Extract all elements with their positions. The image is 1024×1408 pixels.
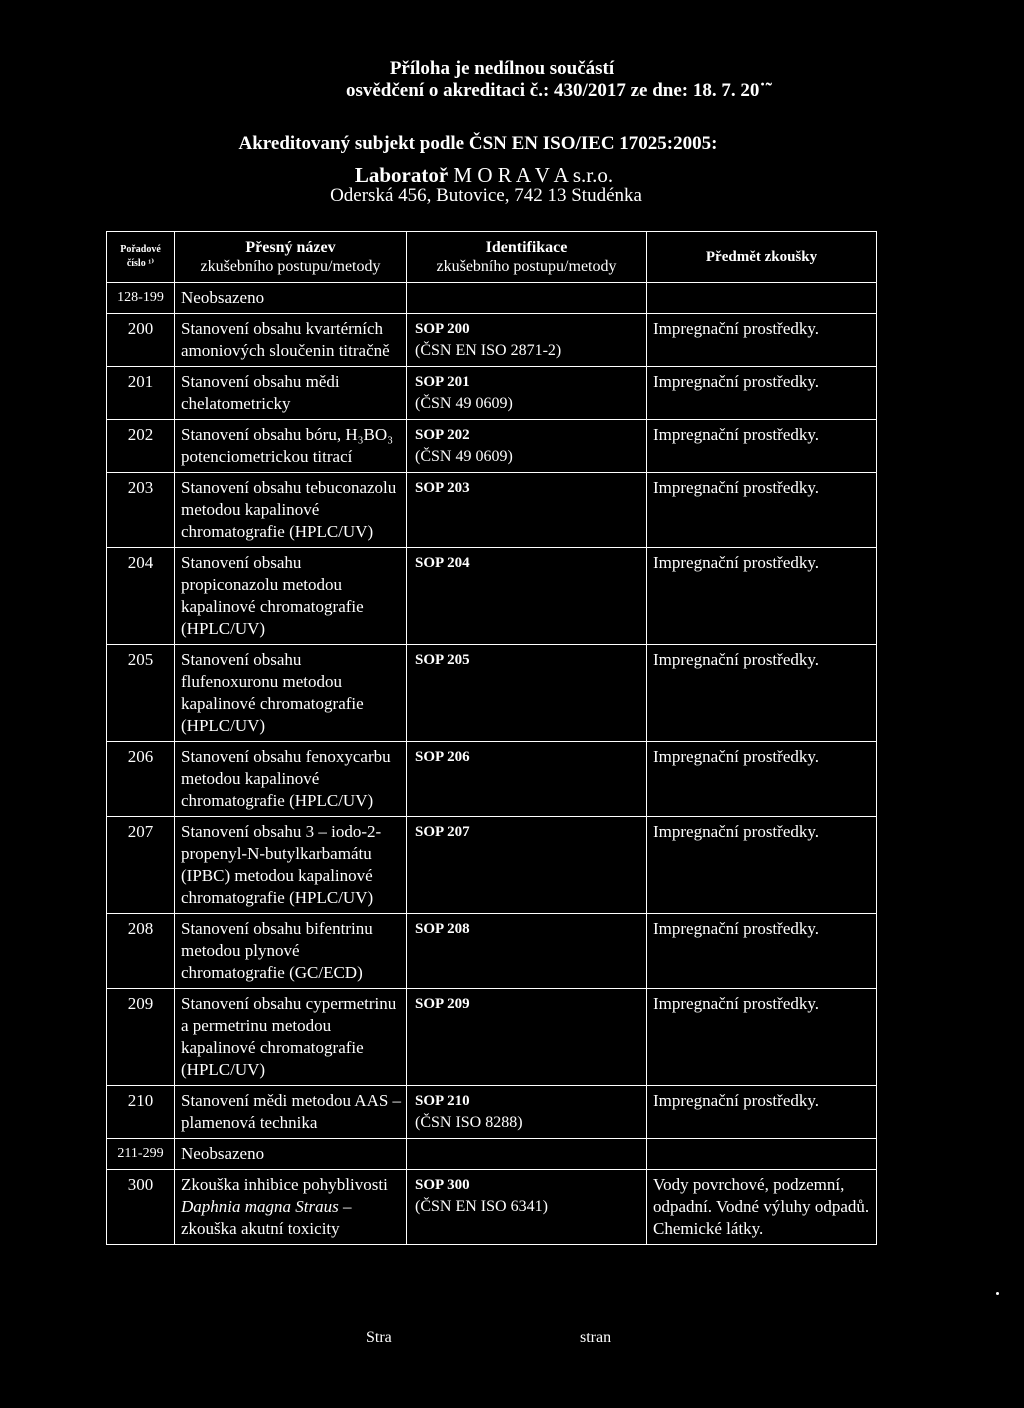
test-subject	[647, 1139, 877, 1170]
footer-page-label: Stra	[366, 1329, 392, 1346]
table-row	[107, 914, 877, 989]
method-identification	[407, 283, 647, 314]
method-name-prefix: Zkouška inhibice pohyblivosti	[181, 1175, 388, 1194]
sop-code: SOP 204	[415, 555, 470, 571]
test-subject: Impregnační prostředky.	[647, 473, 877, 548]
table-row	[107, 1170, 877, 1245]
table-row	[107, 645, 877, 742]
row-number: 209	[107, 989, 175, 1086]
table-body	[107, 283, 877, 1245]
table-row	[107, 367, 877, 420]
method-name: Stanovení obsahu cypermetrinu a permetrinu metodou kapalinové chromatografie (HPLC/UV)	[175, 989, 407, 1086]
row-number: 207	[107, 817, 175, 914]
test-subject: Impregnační prostředky.	[647, 1086, 877, 1139]
method-name: Stanovení obsahu tebuconazolu metodou kapalinové chromatografie (HPLC/UV)	[175, 473, 407, 548]
sop-code: SOP 200	[415, 321, 470, 337]
header-line-3: Akreditovaný subjekt podle ČSN EN ISO/IEC 17025:2005:	[238, 133, 718, 154]
table-row	[107, 314, 877, 367]
standard-reference: (ČSN ISO 8288)	[415, 1114, 523, 1131]
footer-pages-label: stran	[580, 1329, 612, 1346]
row-number: 202	[107, 420, 175, 473]
sop-code: SOP 210	[415, 1093, 470, 1109]
method-identification	[407, 989, 647, 1086]
header-line-2: osvědčení o akreditaci č.: 430/2017 ze dne: 18. 7. 20˙˜	[345, 80, 773, 101]
sop-code: SOP 206	[415, 749, 470, 765]
row-number: 300	[107, 1170, 175, 1245]
table-row	[107, 283, 877, 314]
test-subject: Impregnační prostředky.	[647, 989, 877, 1086]
lab-name: M O R A V A s.r.o.	[453, 163, 614, 187]
table-row	[107, 1139, 877, 1170]
test-subject: Impregnační prostředky.	[647, 742, 877, 817]
accreditation-table-wrapper	[106, 231, 876, 1245]
method-name: Stanovení obsahu 3 – iodo-2-propenyl-N-butylkarbamátu (IPBC) metodou kapalinové chromatografie (HPLC/UV)	[175, 817, 407, 914]
standard-reference: (ČSN EN ISO 6341)	[415, 1198, 548, 1215]
method-name: Stanovení obsahu bóru, H₃BO₃ potenciometrickou titrací	[175, 420, 407, 473]
sop-code: SOP 203	[415, 480, 470, 496]
header-method-id: Identifikace zkušebního postupu/metody	[407, 232, 647, 283]
sop-code: SOP 207	[415, 824, 470, 840]
row-number: 208	[107, 914, 175, 989]
test-subject: Impregnační prostředky.	[647, 420, 877, 473]
accreditation-table	[106, 231, 877, 1245]
method-identification	[407, 548, 647, 645]
row-number: 204	[107, 548, 175, 645]
header-order-number: Pořadové číslo ¹⁾	[107, 232, 175, 283]
test-subject: Impregnační prostředky.	[647, 548, 877, 645]
sop-code: SOP 300	[415, 1177, 470, 1193]
method-name-suffix: – zkouška akutní toxicity	[181, 1197, 352, 1238]
method-identification	[407, 1139, 647, 1170]
method-name: Stanovení obsahu bifentrinu metodou plynové chromatografie (GC/ECD)	[175, 914, 407, 989]
method-name: Neobsazeno	[175, 283, 407, 314]
row-number: 206	[107, 742, 175, 817]
row-number: 211-299	[107, 1139, 175, 1170]
sop-code: SOP 205	[415, 652, 470, 668]
standard-reference: (ČSN 49 0609)	[415, 448, 513, 465]
standard-reference: (ČSN EN ISO 2871-2)	[415, 342, 562, 359]
test-subject	[647, 283, 877, 314]
method-identification	[407, 314, 647, 367]
test-subject: Vody povrchové, podzemní, odpadní. Vodné výluhy odpadů. Chemické látky.	[647, 1170, 877, 1245]
method-name-species: Daphnia magna Straus	[181, 1197, 339, 1216]
test-subject: Impregnační prostředky.	[647, 914, 877, 989]
method-name: Stanovení obsahu kvartérních amoniových sloučenin titračně	[175, 314, 407, 367]
sop-code: SOP 202	[415, 427, 470, 443]
header-method-name: Přesný název zkušebního postupu/metody	[175, 232, 407, 283]
method-identification	[407, 645, 647, 742]
method-name	[175, 1170, 407, 1245]
table-header-row	[107, 232, 877, 283]
sop-code: SOP 208	[415, 921, 470, 937]
test-subject: Impregnační prostředky.	[647, 645, 877, 742]
method-identification	[407, 914, 647, 989]
method-name: Stanovení obsahu propiconazolu metodou kapalinové chromatografie (HPLC/UV)	[175, 548, 407, 645]
method-name: Stanovení obsahu mědi chelatometricky	[175, 367, 407, 420]
test-subject: Impregnační prostředky.	[647, 817, 877, 914]
method-identification	[407, 1170, 647, 1245]
test-subject: Impregnační prostředky.	[647, 314, 877, 367]
standard-reference: (ČSN 49 0609)	[415, 395, 513, 412]
row-number: 210	[107, 1086, 175, 1139]
table-row	[107, 817, 877, 914]
method-name: Stanovení obsahu fenoxycarbu metodou kapalinové chromatografie (HPLC/UV)	[175, 742, 407, 817]
row-number: 128-199	[107, 283, 175, 314]
table-row	[107, 989, 877, 1086]
method-identification	[407, 420, 647, 473]
address: Oderská 456, Butovice, 742 13 Studénka	[330, 185, 642, 206]
table-row	[107, 420, 877, 473]
test-subject: Impregnační prostředky.	[647, 367, 877, 420]
method-name: Stanovení obsahu flufenoxuronu metodou kapalinové chromatografie (HPLC/UV)	[175, 645, 407, 742]
method-identification	[407, 473, 647, 548]
sop-code: SOP 209	[415, 996, 470, 1012]
header-test-subject: Předmět zkoušky	[647, 232, 877, 283]
row-number: 200	[107, 314, 175, 367]
method-name: Neobsazeno	[175, 1139, 407, 1170]
method-identification	[407, 1086, 647, 1139]
table-row	[107, 1086, 877, 1139]
method-identification	[407, 817, 647, 914]
lab-prefix: Laboratoř	[354, 163, 454, 187]
method-name: Stanovení mědi metodou AAS – plamenová technika	[175, 1086, 407, 1139]
row-number: 201	[107, 367, 175, 420]
scan-speck	[996, 1292, 999, 1295]
method-identification	[407, 742, 647, 817]
row-number: 205	[107, 645, 175, 742]
row-number: 203	[107, 473, 175, 548]
header-line-1: Příloha je nedílnou součástí	[389, 58, 615, 79]
sop-code: SOP 201	[415, 374, 470, 390]
table-row	[107, 742, 877, 817]
table-row	[107, 548, 877, 645]
method-identification	[407, 367, 647, 420]
table-row	[107, 473, 877, 548]
